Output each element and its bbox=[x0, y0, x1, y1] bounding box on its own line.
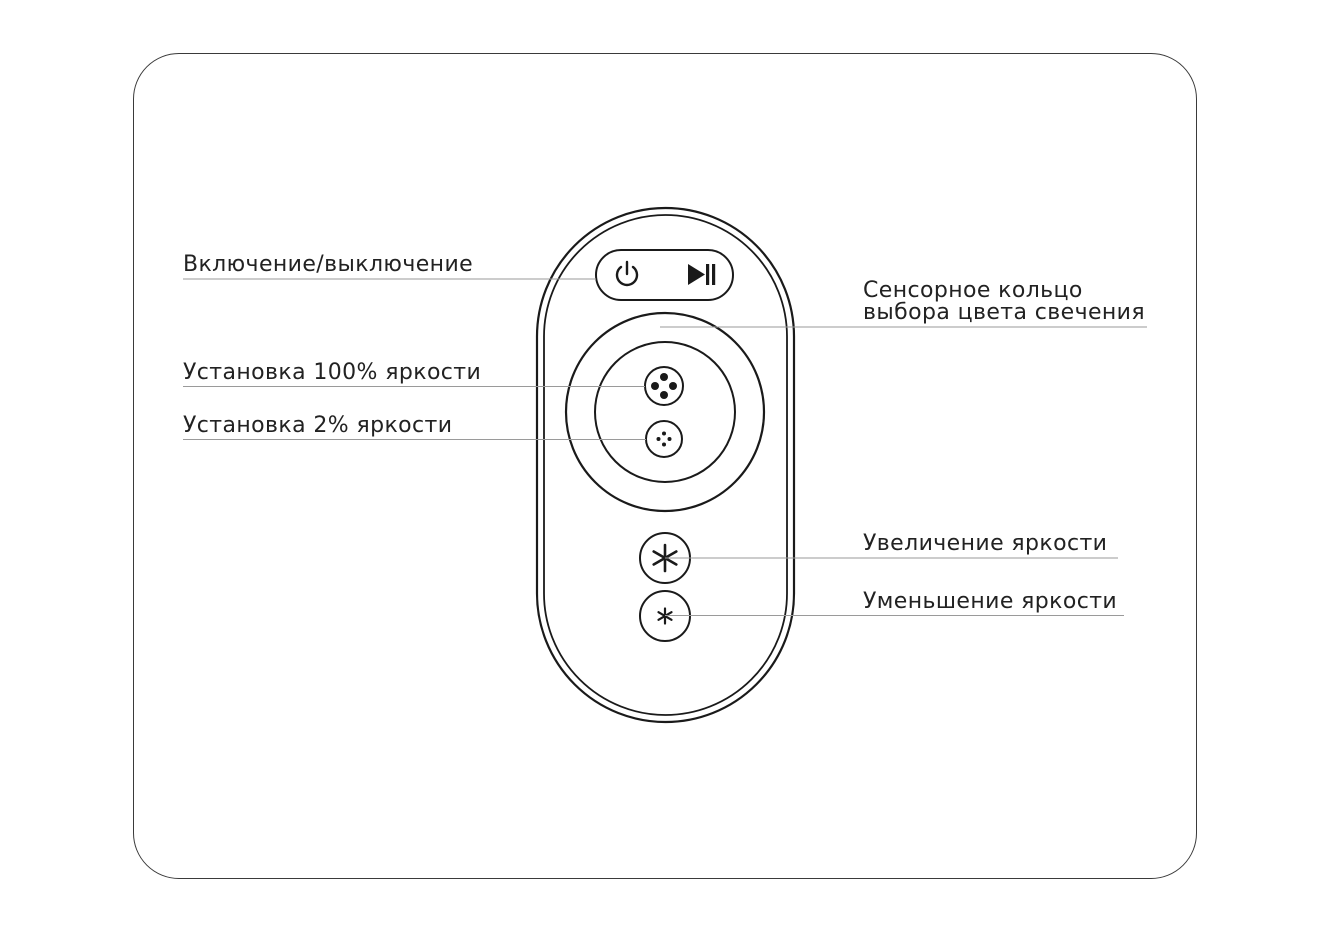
label-color-ring-line2: выбора цвета свечения bbox=[863, 300, 1146, 325]
label-low-brightness: Установка 2% яркости bbox=[183, 413, 453, 438]
label-brightness-up: Увеличение яркости bbox=[863, 531, 1108, 556]
center-pad bbox=[595, 342, 735, 482]
label-brightness-down: Уменьшение яркости bbox=[863, 589, 1118, 614]
low-brightness-button[interactable] bbox=[646, 421, 682, 457]
label-full-brightness: Установка 100% яркости bbox=[183, 360, 482, 385]
label-color-ring-line1: Сенсорное кольцо bbox=[863, 278, 1083, 303]
label-power: Включение/выключение bbox=[183, 252, 474, 277]
full-brightness-button[interactable] bbox=[645, 367, 683, 405]
label-color-ring bbox=[863, 280, 1145, 324]
